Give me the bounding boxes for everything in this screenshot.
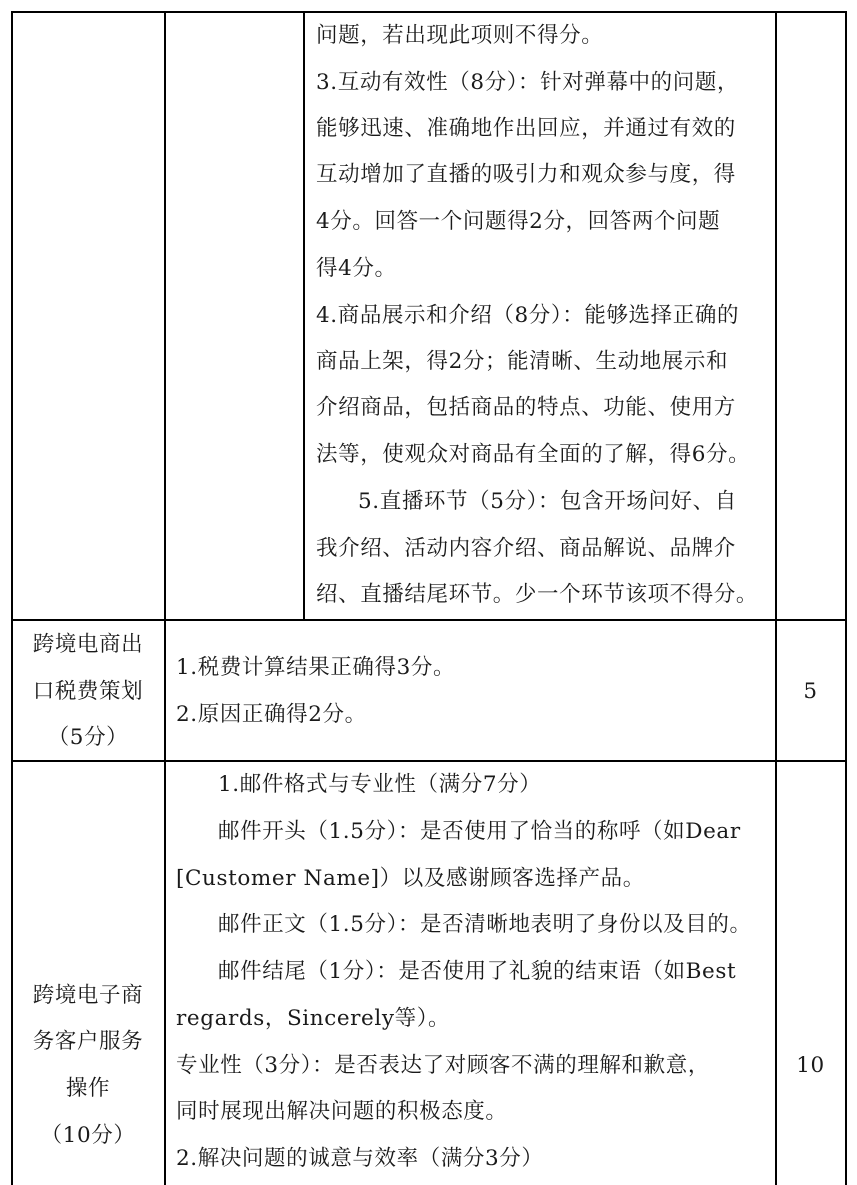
criteria-line: 介绍商品，包括商品的特点、功能、使用方 (316, 395, 736, 420)
criteria-line: 4分。回答一个问题得2分，回答两个问题 (316, 209, 721, 234)
row3-score: 10 (796, 1053, 825, 1078)
criteria-line: 3.互动有效性（8分）：针对弹幕中的问题， (316, 70, 740, 95)
top-border (11, 11, 846, 13)
row-divider-2 (11, 760, 846, 762)
criteria-line: 问题，若出现此项则不得分。 (316, 23, 604, 48)
row3-criteria-line: 邮件正文（1.5分）：是否清晰地表明了身份以及目的。 (218, 912, 752, 937)
row3-criteria-line: 2.解决问题的诚意与效率（满分3分） (176, 1146, 544, 1171)
row3-criteria-line: 专业性（3分）：是否表达了对顾客不满的理解和歉意， (176, 1053, 710, 1078)
row3-criteria-line: 邮件结尾（1分）：是否使用了礼貌的结束语（如Best (218, 959, 737, 984)
criteria-line: 4.商品展示和介绍（8分）：能够选择正确的 (316, 303, 740, 328)
row-divider-1 (11, 619, 846, 621)
row3-title-line: （10分） (40, 1123, 136, 1148)
criteria-line: 5.直播环节（5分）：包含开场问好、自 (358, 489, 737, 514)
row3-title-line: 跨境电子商 (32, 983, 144, 1008)
column-divider-score (775, 11, 777, 1185)
row3-criteria-line: 邮件开头（1.5分）：是否使用了恰当的称呼（如Dear (218, 819, 741, 844)
criteria-line: 我介绍、活动内容介绍、商品解说、品牌介 (316, 536, 736, 561)
row2-title-line: 跨境电商出 (32, 632, 144, 657)
row3-criteria-line: regards，Sincerely等）。 (176, 1006, 451, 1031)
row2-title-line: （5分） (47, 725, 129, 750)
left-border (11, 11, 13, 1185)
row3-criteria-line: [Customer Name]）以及感谢顾客选择产品。 (176, 866, 645, 891)
row2-criteria-line: 2.原因正确得2分。 (176, 702, 367, 727)
row2-criteria-line: 1.税费计算结果正确得3分。 (176, 655, 456, 680)
criteria-line: 互动增加了直播的吸引力和观众参与度，得 (316, 162, 736, 187)
row2-title-line: 口税费策划 (32, 679, 144, 704)
row3-title-line: 务客户服务 (32, 1029, 144, 1054)
row2-score: 5 (803, 679, 818, 704)
criteria-line: 得4分。 (316, 256, 397, 281)
row3-criteria-line: 1.邮件格式与专业性（满分7分） (218, 772, 542, 797)
criteria-line: 能够迅速、准确地作出回应，并通过有效的 (316, 116, 736, 141)
column-divider-1 (164, 11, 166, 1185)
criteria-line: 法等，使观众对商品有全面的了解，得6分。 (316, 442, 751, 467)
right-border (845, 11, 847, 1185)
row3-title-line: 操作 (65, 1076, 111, 1101)
row3-criteria-line: 同时展现出解决问题的积极态度。 (176, 1099, 508, 1124)
criteria-line: 商品上架，得2分；能清晰、生动地展示和 (316, 349, 729, 374)
column-divider-inner (303, 11, 305, 619)
criteria-line: 绍、直播结尾环节。少一个环节该项不得分。 (316, 582, 759, 607)
